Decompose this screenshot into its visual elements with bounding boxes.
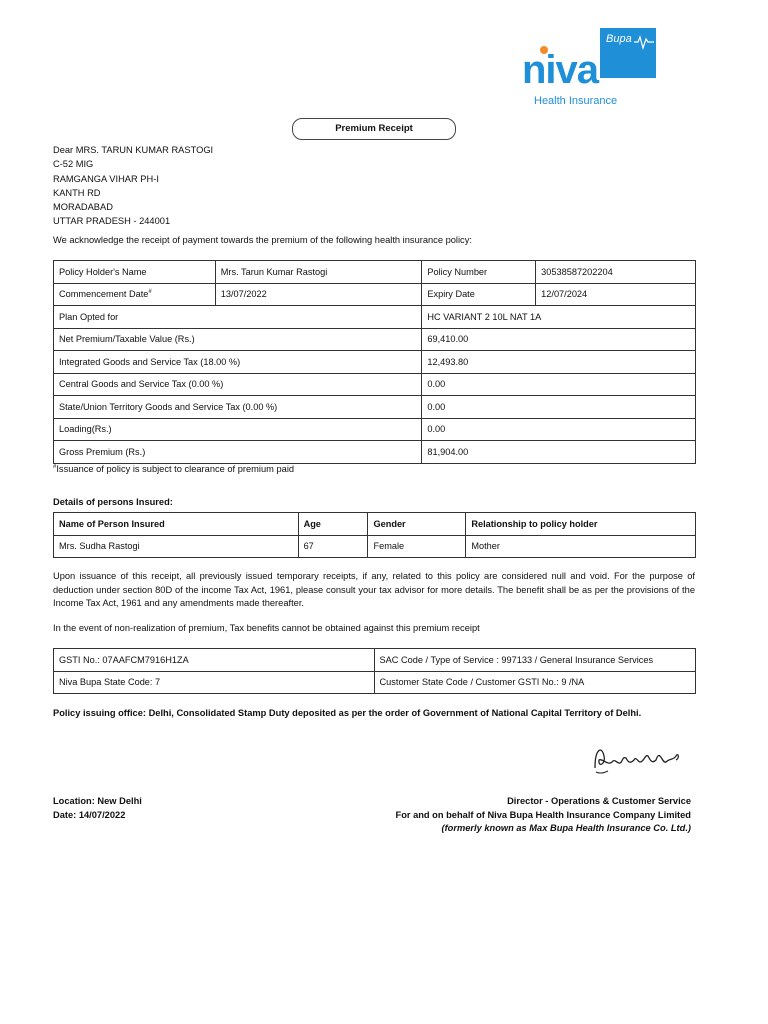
gstin: GSTI No.: 07AAFCM7916H1ZA — [54, 649, 375, 672]
policy-holder-value: Mrs. Tarun Kumar Rastogi — [215, 261, 422, 284]
address-block — [53, 143, 213, 229]
gst-table — [53, 648, 696, 694]
address-line: C-52 MIG — [53, 159, 94, 170]
person-name: Mrs. Sudha Rastogi — [54, 535, 299, 558]
expiry-value: 12/07/2024 — [536, 283, 696, 306]
table-row — [54, 441, 696, 464]
company-name: For and on behalf of Niva Bupa Health Insurance Company Limited — [395, 809, 691, 820]
row-value: 81,904.00 — [422, 441, 696, 464]
persons-table — [53, 512, 696, 558]
table-header-row — [54, 513, 696, 536]
company-logo — [520, 28, 660, 110]
state-code: Niva Bupa State Code: 7 — [54, 671, 375, 694]
customer-state-code: Customer State Code / Customer GSTI No.: 9 /NA — [374, 671, 695, 694]
column-header: Name of Person Insured — [54, 513, 299, 536]
commencement-label: Commencement Date# — [54, 283, 216, 306]
person-age: 67 — [298, 535, 368, 558]
address-line: KANTH RD — [53, 187, 101, 198]
row-label: State/Union Territory Goods and Service Tax (0.00 %) — [54, 396, 422, 419]
row-label: Integrated Goods and Service Tax (18.00 %) — [54, 351, 422, 374]
row-value: 0.00 — [422, 418, 696, 441]
table-row — [54, 671, 696, 694]
table-row — [54, 328, 696, 351]
signature — [590, 738, 685, 786]
logo-tagline: Health Insurance — [534, 95, 618, 107]
formerly-known-as: (formerly known as Max Bupa Health Insurance Co. Ltd.) — [441, 823, 691, 833]
location: Location: New Delhi — [53, 796, 142, 806]
heartbeat-icon — [600, 28, 656, 78]
row-label: Plan Opted for — [54, 306, 422, 329]
row-value: 12,493.80 — [422, 351, 696, 374]
office-note: Policy issuing office: Delhi, Consolidated Stamp Duty deposited as per the order of Government of National Capital Territory of Delhi. — [53, 708, 642, 718]
address-line: MORADABAD — [53, 202, 113, 213]
row-label: Net Premium/Taxable Value (Rs.) — [54, 328, 422, 351]
policy-number-label: Policy Number — [422, 261, 536, 284]
column-header: Gender — [368, 513, 466, 536]
designation: Director - Operations & Customer Service — [507, 796, 691, 806]
row-value: 69,410.00 — [422, 328, 696, 351]
footnote: #Issuance of policy is subject to clearance of premium paid — [53, 464, 295, 475]
table-row — [54, 396, 696, 419]
table-row — [54, 351, 696, 374]
table-row — [54, 306, 696, 329]
table-row — [54, 373, 696, 396]
sac-code: SAC Code / Type of Service : 997133 / General Insurance Services — [374, 649, 695, 672]
address-line: UTTAR PRADESH - 244001 — [53, 216, 171, 227]
column-header: Relationship to policy holder — [466, 513, 696, 536]
notice-paragraph: Upon issuance of this receipt, all previously issued temporary receipts, if any, related to this policy are considered null and void. For the purpose of deduction under section 80D of the income Tax Act, 1961, please consult your tax advisor for more details. The benefit shall be as per the provisions of the Income Tax Act, 1961 and any amendments made thereafter. — [53, 571, 695, 608]
row-value: 0.00 — [422, 396, 696, 419]
acknowledgement-text: We acknowledge the receipt of payment towards the premium of the following health insurance policy: — [53, 235, 472, 245]
row-label: Loading(Rs.) — [54, 418, 422, 441]
page-title: Premium Receipt — [292, 118, 456, 140]
column-header: Age — [298, 513, 368, 536]
row-value: HC VARIANT 2 10L NAT 1A — [422, 306, 696, 329]
policy-holder-label: Policy Holder's Name — [54, 261, 216, 284]
table-row — [54, 535, 696, 558]
policy-table — [53, 260, 696, 464]
person-relationship: Mother — [466, 535, 696, 558]
table-row — [54, 283, 696, 306]
bupa-badge — [600, 28, 656, 78]
row-label: Central Goods and Service Tax (0.00 %) — [54, 373, 422, 396]
table-row — [54, 261, 696, 284]
persons-heading: Details of persons Insured: — [53, 497, 173, 507]
table-row — [54, 418, 696, 441]
salutation: Dear MRS. TARUN KUMAR RASTOGI — [53, 145, 214, 155]
footer-signatory — [396, 795, 691, 836]
expiry-label: Expiry Date — [422, 283, 536, 306]
tax-notice: In the event of non-realization of premium, Tax benefits cannot be obtained against this premium receipt — [53, 623, 480, 633]
bupa-text: Bupa — [606, 33, 632, 45]
table-row — [54, 649, 696, 672]
niva-wordmark: niva — [522, 48, 599, 92]
row-value: 0.00 — [422, 373, 696, 396]
signature-drawing — [590, 738, 685, 783]
address-line: RAMGANGA VIHAR PH-I — [53, 173, 159, 184]
commencement-value: 13/07/2022 — [215, 283, 422, 306]
policy-number-value: 30538587202204 — [536, 261, 696, 284]
date: Date: 14/07/2022 — [53, 810, 126, 820]
row-label: Gross Premium (Rs.) — [54, 441, 422, 464]
person-gender: Female — [368, 535, 466, 558]
